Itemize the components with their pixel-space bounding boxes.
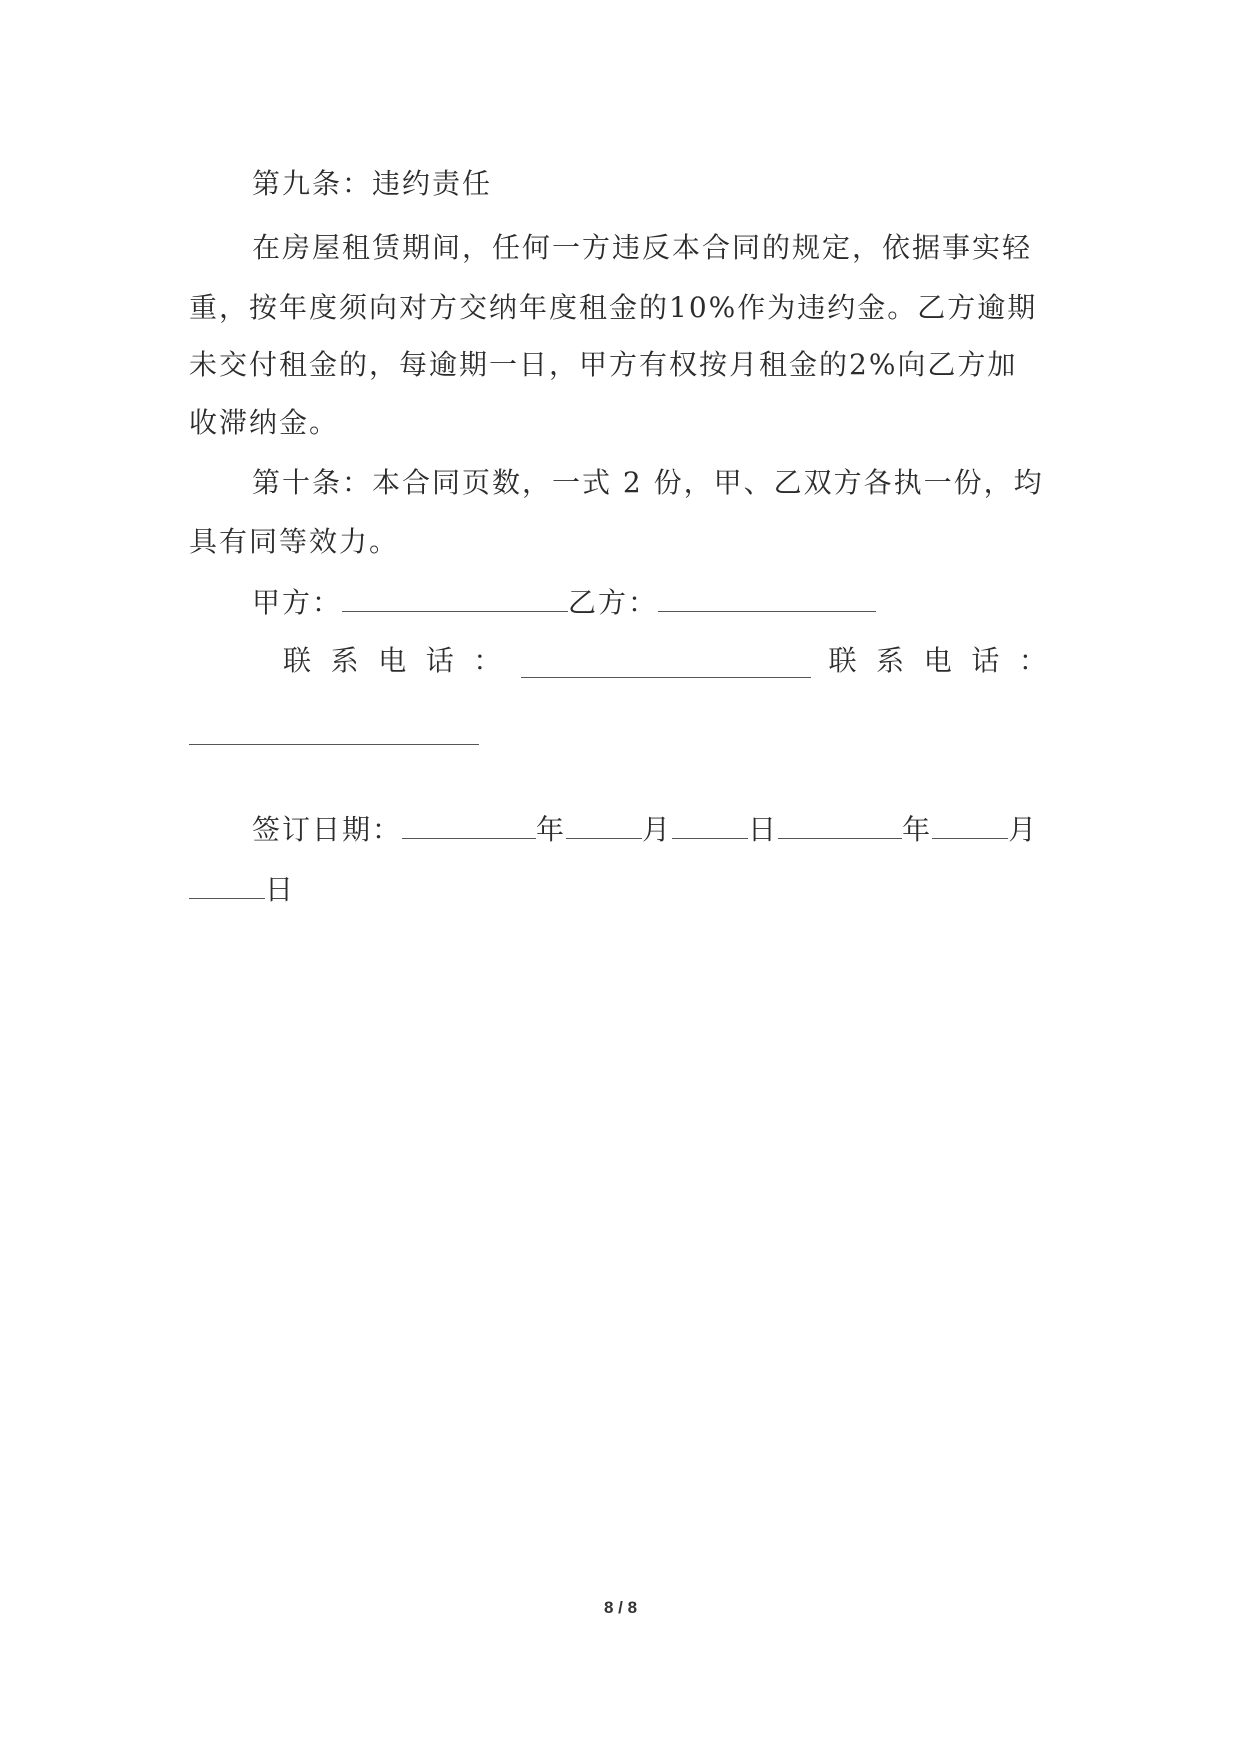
article-10-line-2: 具有同等效力。 (189, 525, 400, 558)
article-9-para-line-1 (252, 231, 1049, 265)
para-text: 在房屋租赁期间，任何一方违反本合同的规定，依据事实轻 (252, 231, 1033, 264)
day-unit-2: 日 (265, 873, 296, 906)
party-b-label: 乙方： (568, 586, 659, 619)
party-names-row (252, 585, 1049, 620)
phone-label-char: 联 (828, 644, 859, 677)
phone-label-char: 联 (283, 644, 314, 677)
party-a-phone-blank (521, 651, 811, 678)
party-a-blank (342, 585, 568, 612)
phone-label-char: 系 (876, 644, 907, 677)
phone-label-char: 话 (971, 644, 1002, 677)
article-9-para-line-2: 重，按年度须向对方交纳年度租金的10%作为违约金。乙方逾期 (189, 291, 1038, 324)
article-9-heading: 第九条：违约责任 (252, 167, 493, 200)
month-unit: 月 (642, 813, 673, 846)
day-blank (672, 812, 748, 839)
phone-label-char: ： (1018, 644, 1049, 677)
phone-label-char: 话 (425, 644, 456, 677)
article-9-para-line-3: 未交付租金的，每逾期一日，甲方有权按月租金的2%向乙方加 (189, 348, 1018, 381)
year-blank (402, 812, 536, 839)
phone-row (283, 644, 1049, 678)
day-unit: 日 (748, 813, 779, 846)
month-blank (566, 812, 642, 839)
month-unit-2: 月 (1008, 813, 1039, 846)
phone-label-char: 电 (378, 644, 409, 677)
year-unit-2: 年 (902, 813, 933, 846)
article-9-para-line-4: 收滞纳金。 (189, 406, 340, 439)
party-a-label: 甲方： (252, 586, 343, 619)
phone-label-char: 系 (330, 644, 361, 677)
day-blank-2 (189, 872, 265, 899)
signing-date-row (252, 812, 1049, 847)
phone-label-char: 电 (923, 644, 954, 677)
year-unit: 年 (536, 813, 567, 846)
article-10-line-1: 第十条：本合同页数，一式 2 份，甲、乙双方各执一份，均 (252, 466, 1044, 499)
phone-label-char: ： (473, 644, 504, 677)
date-label: 签订日期： (252, 813, 403, 846)
signing-date-row-2 (189, 872, 1049, 907)
party-b-blank (658, 585, 876, 612)
page-number: 8 / 8 (603, 1598, 638, 1617)
month-blank-2 (932, 812, 1008, 839)
year-blank-2 (778, 812, 902, 839)
party-b-phone-blank (189, 744, 479, 746)
